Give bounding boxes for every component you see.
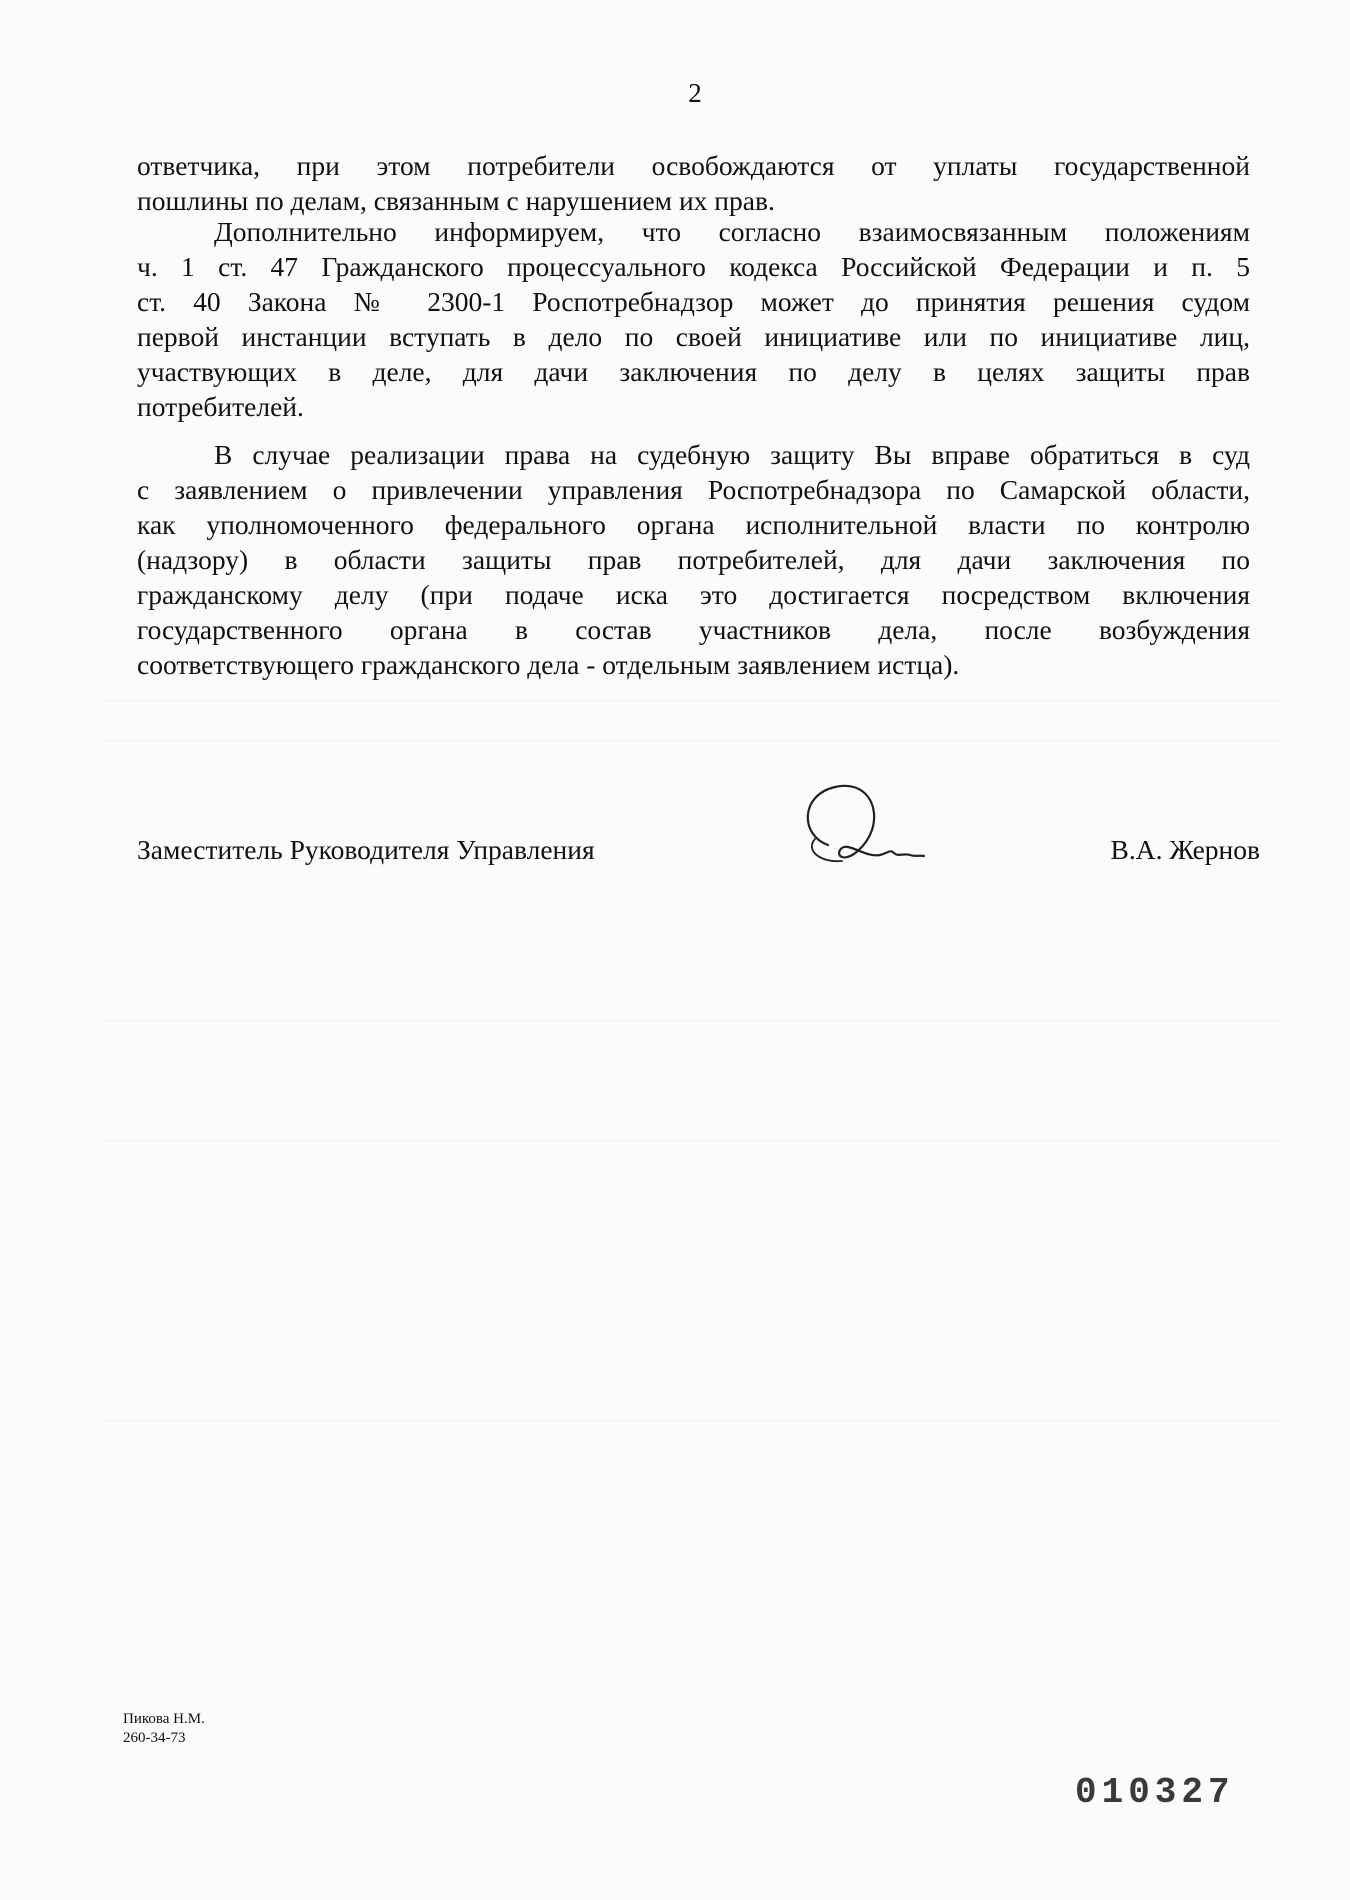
text-line: Дополнительно информируем, что согласно взаимосвязанным положениям — [214, 216, 1250, 247]
text-line: участвующих в деле, для дачи заключения по делу в целях защиты прав — [137, 356, 1250, 387]
bleed-through-mark — [100, 1140, 1280, 1142]
text-line: ст. 40 Закона № 2300-1 Роспотребнадзор может до принятия решения судом — [137, 286, 1250, 317]
paragraph-3 — [137, 437, 1250, 682]
document-number-stamp: 010327 — [1075, 1772, 1235, 1813]
text-line: (надзору) в области защиты прав потребителей, для дачи заключения по — [137, 544, 1250, 575]
page-number: 2 — [688, 78, 702, 108]
text-line: государственного органа в состав участников дела, после возбуждения — [137, 614, 1250, 645]
paragraph-1 — [137, 148, 1250, 218]
signer-name: В.А. Жернов — [1110, 834, 1260, 865]
paragraph-2 — [137, 214, 1250, 424]
bleed-through-mark — [100, 1420, 1280, 1422]
executor-phone: 260-34-73 — [123, 1730, 186, 1746]
executor-info — [123, 1710, 205, 1748]
text-line: как уполномоченного федерального органа исполнительной власти по контролю — [137, 509, 1250, 540]
bleed-through-mark — [100, 1020, 1280, 1022]
text-line: пошлины по делам, связанным с нарушением их прав. — [137, 185, 775, 216]
text-line: с заявлением о привлечении управления Роспотребнадзора по Самарской области, — [137, 474, 1250, 505]
text-line: ч. 1 ст. 47 Гражданского процессуального кодекса Российской Федерации и п. 5 — [137, 251, 1250, 282]
executor-name: Пикова Н.М. — [123, 1711, 205, 1727]
bleed-through-mark — [100, 740, 1280, 742]
text-line: В случае реализации права на судебную защиту Вы вправе обратиться в суд — [214, 439, 1250, 470]
text-line: потребителей. — [137, 391, 304, 422]
text-line: первой инстанции вступать в дело по своей инициативе или по инициативе лиц, — [137, 321, 1250, 352]
text-line: ответчика, при этом потребители освобождаются от уплаты государственной — [137, 150, 1250, 181]
text-line: гражданскому делу (при подаче иска это достигается посредством включения — [137, 579, 1250, 610]
signature-block — [137, 832, 1260, 872]
bleed-through-mark — [100, 700, 1280, 702]
text-line: соответствующего гражданского дела - отдельным заявлением истца). — [137, 649, 960, 680]
signer-position: Заместитель Руководителя Управления — [137, 834, 595, 865]
